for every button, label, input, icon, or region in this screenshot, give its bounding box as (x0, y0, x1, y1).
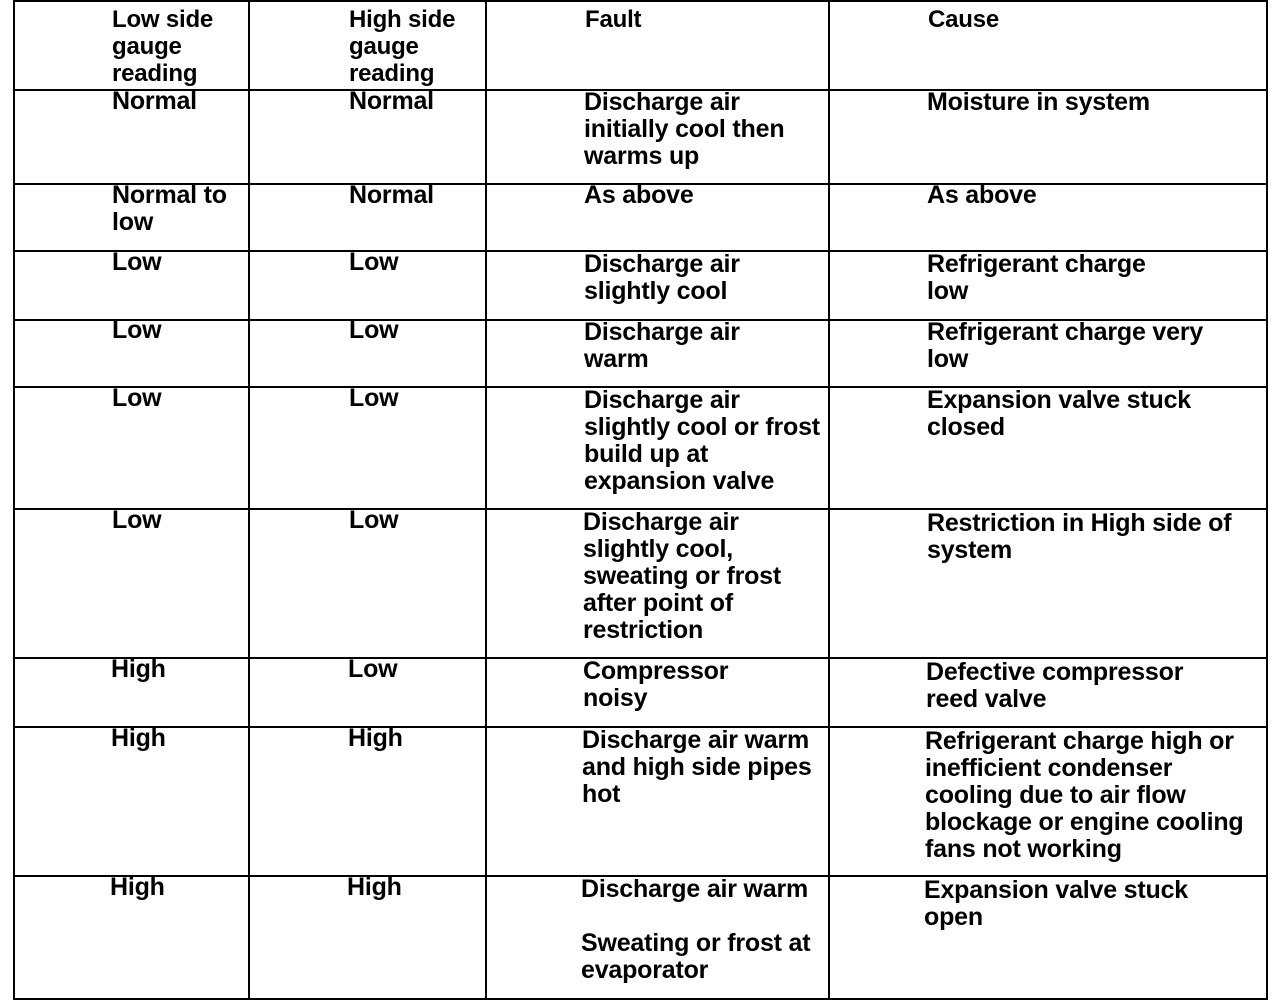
table-row-2-high-side: Normal (349, 181, 434, 209)
table-row-9-high-side: High (347, 873, 402, 901)
table-row-3-cause: Refrigerant charge low (927, 250, 1146, 305)
header-fault: Fault (585, 6, 642, 33)
table-border-top (13, 0, 1268, 2)
table-border-bottom (13, 998, 1268, 1000)
table-row-5-fault: Discharge air slightly cool or frost build up at expansion valve (584, 386, 820, 495)
header-cause: Cause (928, 6, 1000, 33)
table-row-7-fault: Compressor noisy (583, 657, 729, 712)
table-row-7-cause: Defective compressor reed valve (926, 658, 1184, 713)
table-border-left (13, 0, 15, 1000)
table-row-8-low-side: High (111, 724, 166, 752)
table-row-2-low-side: Normal to low (112, 181, 227, 236)
table-row-6-fault: Discharge air slightly cool, sweating or frost after point of restriction (583, 508, 782, 644)
table-row-2-fault: As above (584, 181, 694, 209)
table-row-4-cause: Refrigerant charge very low (927, 318, 1204, 373)
table-row-9-fault: Discharge air warm Sweating or frost at evaporator (581, 875, 811, 984)
table-border-right (1266, 0, 1268, 1000)
table-row-7-low-side: High (111, 655, 166, 683)
table-row-8-cause: Refrigerant charge high or inefficient condenser cooling due to air flow blockage or engine cooling fans not working (925, 727, 1244, 863)
table-row-5-low-side: Low (112, 384, 162, 412)
table-row-7-high-side: Low (348, 655, 398, 683)
table-row-4-fault: Discharge air warm (584, 318, 740, 373)
table-row-1-high-side: Normal (349, 87, 434, 115)
table-row-9-low-side: High (110, 873, 165, 901)
table-row-3-high-side: Low (349, 248, 399, 276)
table-row-6-low-side: Low (112, 506, 162, 534)
table-row-3-low-side: Low (112, 248, 162, 276)
table-row-4-high-side: Low (349, 316, 399, 344)
header-low-side-gauge-reading: Low side gauge reading (112, 6, 214, 87)
column-divider-3 (828, 0, 830, 1000)
header-high-side-gauge-reading: High side gauge reading (349, 6, 456, 87)
table-row-8-fault: Discharge air warm and high side pipes hot (582, 726, 812, 808)
table-row-9-cause: Expansion valve stuck open (924, 876, 1188, 931)
table-row-1-low-side: Normal (112, 87, 197, 115)
table-row-6-high-side: Low (349, 506, 399, 534)
table-row-2-cause: As above (927, 181, 1037, 209)
column-divider-2 (485, 0, 487, 1000)
column-divider-1 (248, 0, 250, 1000)
table-row-5-high-side: Low (349, 384, 399, 412)
table-row-3-fault: Discharge air slightly cool (584, 250, 740, 305)
table-row-4-low-side: Low (112, 316, 162, 344)
table-row-1-fault: Discharge air initially cool then warms up (584, 88, 785, 170)
table-row-8-high-side: High (348, 724, 403, 752)
table-row-1-cause: Moisture in system (927, 88, 1150, 116)
table-row-5-cause: Expansion valve stuck closed (927, 386, 1191, 441)
table-row-6-cause: Restriction in High side of system (927, 509, 1232, 564)
